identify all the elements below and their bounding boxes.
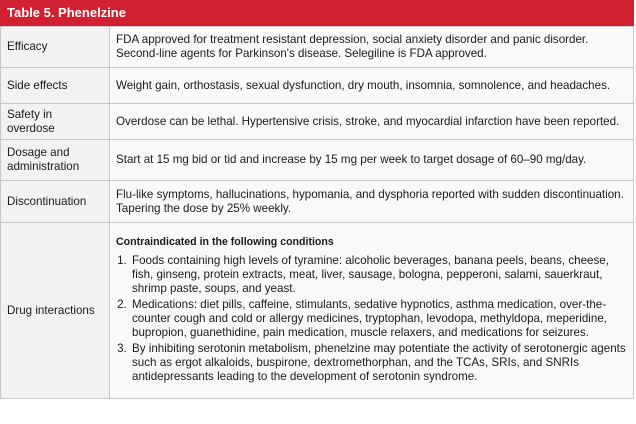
table-row [1, 181, 634, 223]
list-item: 2. Medications: diet pills, caffeine, stimulants, sedative hypnotics, asthma medication, over-the-counter cough and cold or allergy medicines, tryptophan, levodopa, methyldopa, meperidine, bupropion, guanethidine, pain medication, muscle relaxers, and medications for seizures. [130, 298, 627, 340]
table-row [1, 140, 634, 181]
list-item: 3. By inhibiting serotonin metabolism, phenelzine may potentiate the activity of serotonergic agents such as ergot alkaloids, buspirone, dextromethorphan, and the TCAs, SRIs, and SNRIs antidepressants leading to the development of serotonin syndrome. [130, 342, 627, 384]
list-item: 1. Foods containing high levels of tyramine: alcoholic beverages, banana peels, beans, cheese, fish, ginseng, protein extracts, meat, liver, sausage, bologna, pepperoni, salami, sauerkraut, shrimp paste, soups, and yeast. [130, 254, 627, 296]
table-row [1, 223, 634, 399]
row-label-discontinuation: Discontinuation [1, 181, 110, 223]
row-content-discontinuation: Flu-like symptoms, hallucinations, hypomania, and dysphoria reported with sudden discontinuation. Tapering the dose by 25% weekly. [110, 181, 634, 223]
row-content-side-effects: Weight gain, orthostasis, sexual dysfunction, dry mouth, insomnia, somnolence, and headaches. [110, 68, 634, 104]
table-body [0, 26, 634, 399]
contraindicated-subheading: Contraindicated in the following conditions [116, 236, 334, 248]
row-content-safety-in-overdose: Overdose can be lethal. Hypertensive crisis, stroke, and myocardial infarction have been reported. [110, 104, 634, 140]
row-label-side-effects: Side effects [1, 68, 110, 104]
row-label-efficacy: Efficacy [1, 27, 110, 68]
row-label-drug-interactions: Drug interactions [1, 223, 110, 399]
row-content-efficacy: FDA approved for treatment resistant depression, social anxiety disorder and panic disorder. Second-line agents for Parkinson's disease. Selegiline is FDA approved. [110, 27, 634, 68]
table-row [1, 27, 634, 68]
row-label-dosage: Dosage and administration [1, 140, 110, 181]
row-content-dosage: Start at 15 mg bid or tid and increase by 15 mg per week to target dosage of 60–90 mg/day. [110, 140, 634, 181]
table-row [1, 68, 634, 104]
table-row [1, 104, 634, 140]
contraindication-list [116, 254, 627, 384]
row-label-safety-in-overdose: Safety in overdose [1, 104, 110, 140]
table-title: Table 5. Phenelzine [0, 0, 634, 26]
row-content-drug-interactions [110, 223, 634, 399]
